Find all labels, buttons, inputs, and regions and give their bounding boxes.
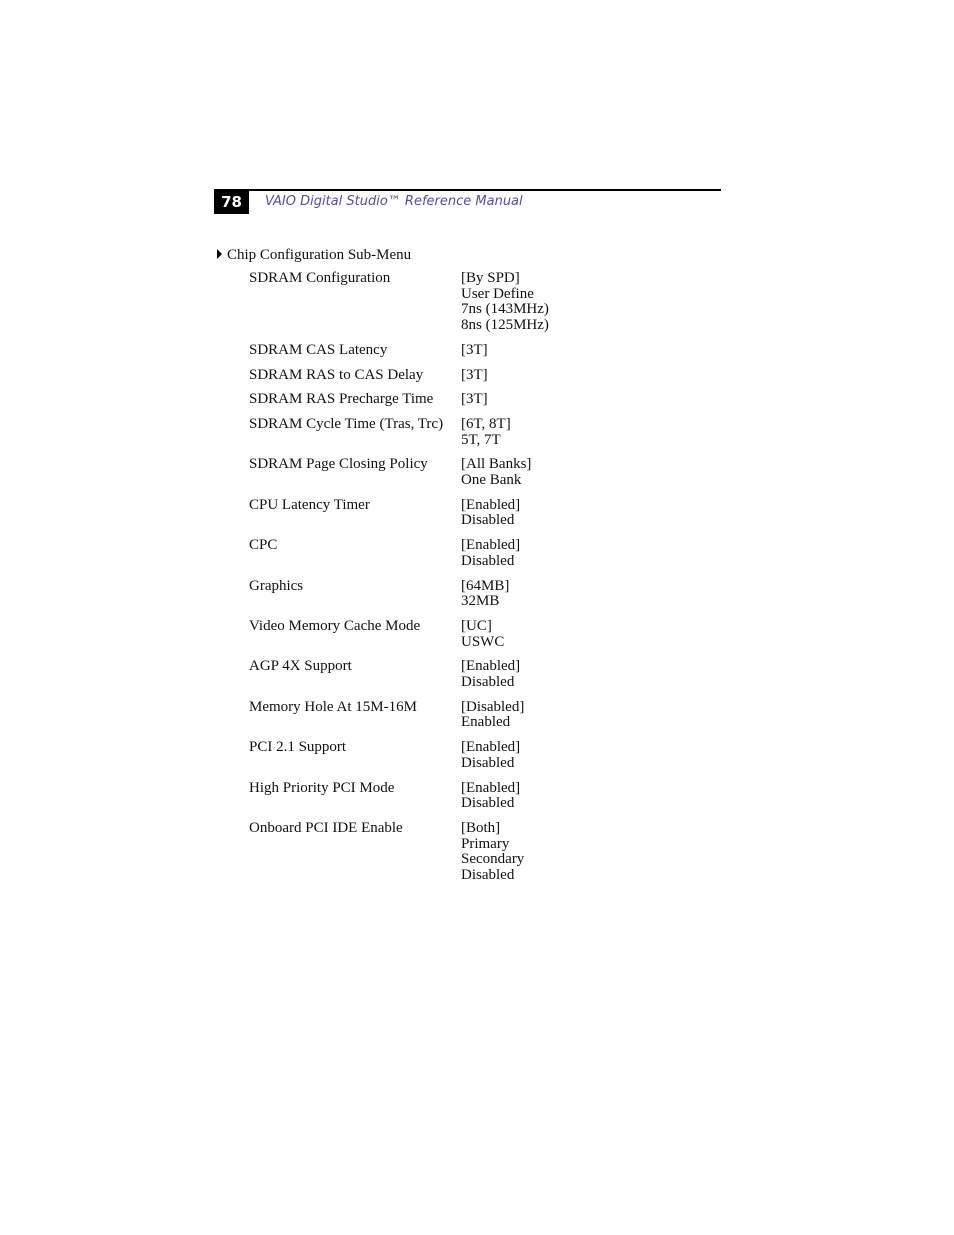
setting-options (461, 498, 520, 529)
setting-option: [Both] (461, 819, 501, 836)
setting-row (249, 821, 689, 884)
setting-option: [Enabled] (461, 658, 521, 675)
setting-option: Secondary (461, 851, 525, 868)
setting-options (461, 619, 504, 650)
section-heading-text: Chip Configuration Sub-Menu (227, 247, 412, 263)
setting-option: [3T] (461, 341, 488, 358)
setting-name: CPC (249, 537, 278, 554)
setting-row (249, 659, 689, 690)
setting-row (249, 538, 689, 569)
setting-option: 7ns (143MHz) (461, 301, 549, 318)
setting-name: Memory Hole At 15M-16M (249, 698, 417, 715)
setting-row (249, 781, 689, 812)
setting-option: Disabled (461, 867, 515, 884)
setting-options (461, 538, 520, 569)
setting-name: SDRAM Configuration (249, 270, 391, 286)
setting-option: One Bank (461, 472, 522, 489)
setting-option: Disabled (461, 512, 515, 529)
setting-option: [Enabled] (461, 779, 521, 796)
setting-name: CPU Latency Timer (249, 496, 370, 513)
setting-name: Graphics (249, 577, 304, 594)
setting-row (249, 579, 689, 610)
setting-name: SDRAM RAS to CAS Delay (249, 366, 424, 383)
setting-option: User Define (461, 285, 534, 302)
setting-option: Disabled (461, 552, 515, 569)
setting-option: 8ns (125MHz) (461, 317, 549, 334)
setting-row (249, 368, 689, 384)
setting-option: [All Banks] (461, 456, 532, 473)
setting-name: Video Memory Cache Mode (249, 617, 421, 634)
setting-option: Enabled (461, 714, 511, 731)
setting-name: SDRAM CAS Latency (249, 341, 388, 358)
setting-option: [Disabled] (461, 698, 525, 715)
setting-option: [Enabled] (461, 739, 521, 756)
setting-name: PCI 2.1 Support (249, 739, 347, 756)
setting-name: High Priority PCI Mode (249, 779, 395, 796)
settings-list (249, 271, 689, 893)
setting-options (461, 271, 549, 334)
setting-row (249, 271, 689, 334)
setting-option: Disabled (461, 754, 515, 771)
setting-option: USWC (461, 633, 505, 650)
setting-option: 5T, 7T (461, 431, 501, 448)
setting-options (461, 368, 488, 384)
setting-name: SDRAM Page Closing Policy (249, 456, 428, 473)
setting-row (249, 740, 689, 771)
setting-options (461, 417, 511, 448)
setting-row (249, 343, 689, 359)
setting-options (461, 781, 520, 812)
setting-options (461, 740, 520, 771)
setting-option: [3T] (461, 366, 488, 383)
setting-options (461, 343, 488, 359)
setting-option: Primary (461, 835, 510, 852)
page-number: 78 (214, 191, 249, 214)
setting-options (461, 659, 520, 690)
setting-options (461, 700, 524, 731)
setting-row (249, 498, 689, 529)
setting-option: [Enabled] (461, 537, 521, 554)
setting-name: SDRAM RAS Precharge Time (249, 391, 434, 408)
setting-option: [UC] (461, 617, 492, 634)
header-rule (214, 189, 721, 191)
setting-row (249, 392, 689, 408)
setting-option: [Enabled] (461, 496, 521, 513)
setting-option: 32MB (461, 593, 500, 610)
setting-row (249, 417, 689, 448)
setting-name: AGP 4X Support (249, 658, 352, 675)
setting-name: Onboard PCI IDE Enable (249, 819, 403, 836)
setting-options (461, 579, 509, 610)
setting-option: Disabled (461, 674, 515, 691)
setting-options (461, 821, 524, 884)
setting-row (249, 700, 689, 731)
setting-option: [64MB] (461, 577, 510, 594)
setting-options (461, 392, 488, 408)
triangle-bullet-icon (217, 249, 222, 259)
running-title: VAIO Digital Studio™ Reference Manual (265, 194, 523, 209)
setting-option: [By SPD] (461, 270, 520, 286)
setting-row (249, 457, 689, 488)
setting-option: [3T] (461, 391, 488, 408)
setting-row (249, 619, 689, 650)
setting-option: Disabled (461, 795, 515, 812)
setting-option: [6T, 8T] (461, 415, 511, 432)
setting-options (461, 457, 531, 488)
section-heading (217, 246, 411, 264)
setting-name: SDRAM Cycle Time (Tras, Trc) (249, 415, 444, 432)
